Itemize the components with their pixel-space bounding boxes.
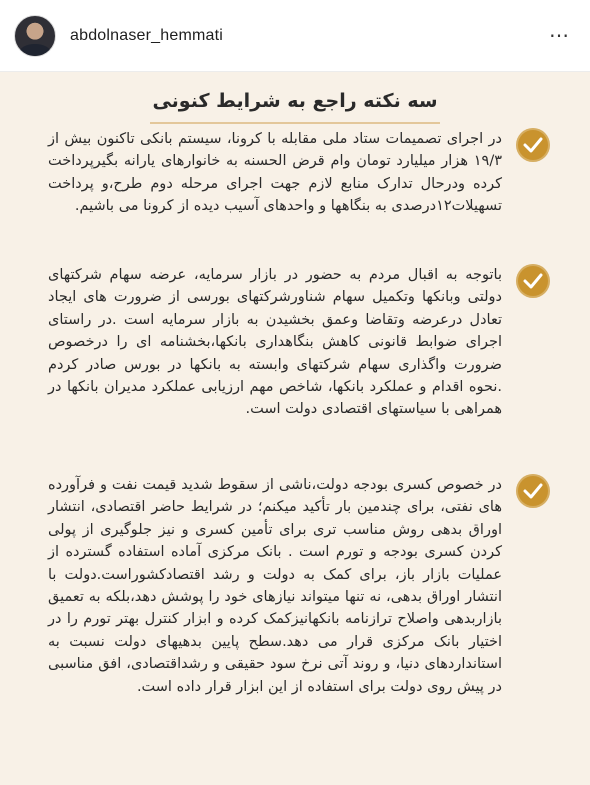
- more-options-icon[interactable]: ⋯: [549, 24, 570, 47]
- check-circle-icon: [516, 474, 550, 508]
- check-circle-icon: [516, 128, 550, 162]
- item-text: باتوجه به اقبال مردم به حضور در بازار سرمایه، عرضه سهام شرکتهای دولتی وبانکها وتکمیل سهام شناورشرکتهای بورسی از ضرورت های ایجاد تعادل درعرضه وتقاضا وعمق بخشیدن به بازار سرمایه است .در راستای اجرای ضوابط قانونی کاهش بنگاهداری بانکها،بخشنامه ای را درخصوص ضرورت واگذاری سهام شرکتهای وابسته به بانکها در بورس صادر کردم .نحوه اقدام و عملکرد بانکها، شاخص مهم ارزیابی عملکرد مدیران بانکها در همراهی با سیاستهای اقتصادی دولت است.: [48, 267, 502, 418]
- username-link[interactable]: abdolnaser_hemmati: [70, 26, 224, 44]
- avatar-figure: [19, 44, 51, 57]
- post-title: سه نکته راجع به شرایط کنونی: [152, 90, 438, 112]
- title-underline: [150, 122, 440, 124]
- item-text: در خصوص کسری بودجه دولت،ناشی از سقوط شدید قیمت نفت و فرآورده های نفتی، برای چندمین بار تأکید میکنم؛ در شرایط حاضر اقتصادی، انتشار اوراق بدهی روش مناسب تری برای تأمین کسری و نیز جلوگیری از پولی کردن کسری بودجه و تورم است . بانک مرکزی آماده استفاده گسترده از عملیات بازار باز، برای کمک به دولت و رشد اقتصادکشوراست.دولت با انتشار اوراق بدهی، نه تنها میتواند نیازهای خود را پوشش دهد،بلکه به تعمیق بازاربدهی واصلاح ترازنامه بانکهانیزکمک کرده و ابزار کنترل بهتر تورم را در اختیار بانک مرکزی قرار می دهد.سطح پایین بدهیهای دولت نسبت به استانداردهای دنیا، و روند آتی نرخ سود حقیقی و رشداقتصادی، افق مناسبی در پیش روی دولت برای استفاده از این ابزار قرار داده است.: [48, 477, 502, 695]
- check-circle-icon: [516, 264, 550, 298]
- post-image: [0, 72, 590, 785]
- avatar[interactable]: [14, 15, 56, 57]
- item-text: در اجرای تصمیمات ستاد ملی مقابله با کرونا، سیستم بانکی تاکنون بیش از ۱۹/۳ هزار میلیارد تومان وام قرض الحسنه به خانوارهای یارانه بگیرپرداخت کرده ودرحال تدارک منابع لازم جهت اجرای مرحله دوم طرح،و پرداخت تسهیلات۱۲درصدی به بنگاهها و واحدهای آسیب دیده از کرونا می باشیم.: [48, 131, 502, 215]
- post-header: [0, 0, 590, 72]
